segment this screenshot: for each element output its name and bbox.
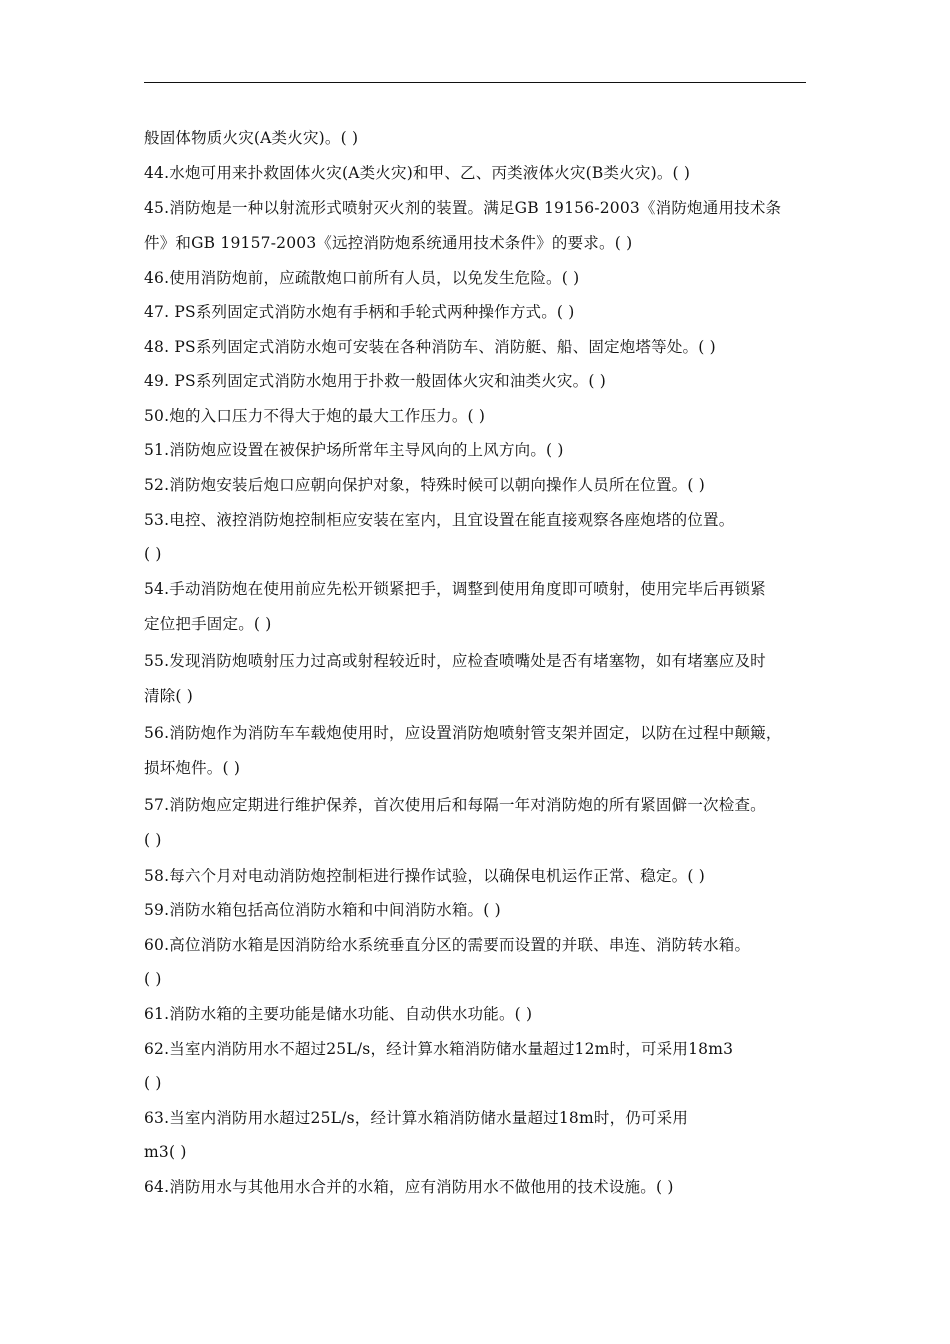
text-line: 59.消防水箱包括高位消防水箱和中间消防水箱。( ) xyxy=(144,901,501,919)
text-line: 64.消防用水与其他用水合并的水箱，应有消防用水不做他用的技术设施。( ) xyxy=(144,1178,674,1196)
text-line: 45.消防炮是一种以射流形式喷射灭火剂的装置。满足GB 19156-2003《消防炮通用技术条 xyxy=(144,199,782,217)
text-line: ( ) xyxy=(144,831,162,849)
text-line: ( ) xyxy=(144,1074,162,1092)
text-line: 58.每六个月对电动消防炮控制柜进行操作试验，以确保电机运作正常、稳定。( ) xyxy=(144,867,705,885)
text-line: 50.炮的入口压力不得大于炮的最大工作压力。( ) xyxy=(144,407,486,425)
text-line: 54.手动消防炮在使用前应先松开锁紧把手，调整到使用角度即可喷射，使用完毕后再锁紧 xyxy=(144,580,766,598)
text-line: 60.高位消防水箱是因消防给水系统垂直分区的需要而设置的并联、串连、消防转水箱。 xyxy=(144,936,751,954)
text-line: 62.当室内消防用水不超过25L/s，经计算水箱消防储水量超过12m时，可采用18m3 xyxy=(144,1040,734,1058)
text-line: 46.使用消防炮前，应疏散炮口前所有人员，以免发生危险。( ) xyxy=(144,269,580,287)
text-line: 55.发现消防炮喷射压力过高或射程较近时，应检查喷嘴处是否有堵塞物，如有堵塞应及时 xyxy=(144,652,766,670)
text-line: 52.消防炮安装后炮口应朝向保护对象，特殊时候可以朝向操作人员所在位置。( ) xyxy=(144,476,705,494)
text-line: 61.消防水箱的主要功能是储水功能、自动供水功能。( ) xyxy=(144,1005,533,1023)
text-line: 63.当室内消防用水超过25L/s，经计算水箱消防储水量超过18m时，仍可采用 xyxy=(144,1109,689,1127)
text-line: 51.消防炮应设置在被保护场所常年主导风向的上风方向。( ) xyxy=(144,441,564,459)
text-line: 57.消防炮应定期进行维护保养，首次使用后和每隔一年对消防炮的所有紧固僻一次检查。 xyxy=(144,796,766,814)
text-line: 48. PS系列固定式消防水炮可安装在各种消防车、消防艇、船、固定炮塔等处。( ) xyxy=(144,338,716,356)
text-line: m3( ) xyxy=(144,1143,187,1161)
text-line: 53.电控、液控消防炮控制柜应安装在室内，且宜设置在能直接观察各座炮塔的位置。 xyxy=(144,511,735,529)
text-line: ( ) xyxy=(144,545,162,563)
text-line: 定位把手固定。( ) xyxy=(144,615,272,633)
text-line: 56.消防炮作为消防车车载炮使用时，应设置消防炮喷射管支架并固定，以防在过程中颠簸， xyxy=(144,724,782,742)
text-line: ( ) xyxy=(144,970,162,988)
text-line: 件》和GB 19157-2003《远控消防炮系统通用技术条件》的要求。( ) xyxy=(144,234,633,252)
text-line: 般固体物质火灾(A类火灾)。( ) xyxy=(144,129,359,147)
text-line: 清除( ) xyxy=(144,687,194,705)
text-line: 44.水炮可用来扑救固体火灾(A类火灾)和甲、乙、丙类液体火灾(B类火灾)。( ) xyxy=(144,164,691,182)
text-line: 47. PS系列固定式消防水炮有手柄和手轮式两种操作方式。( ) xyxy=(144,303,575,321)
text-line: 损坏炮件。( ) xyxy=(144,759,241,777)
text-line: 49. PS系列固定式消防水炮用于扑救一般固体火灾和油类火灾。( ) xyxy=(144,372,606,390)
header-divider xyxy=(144,82,806,83)
